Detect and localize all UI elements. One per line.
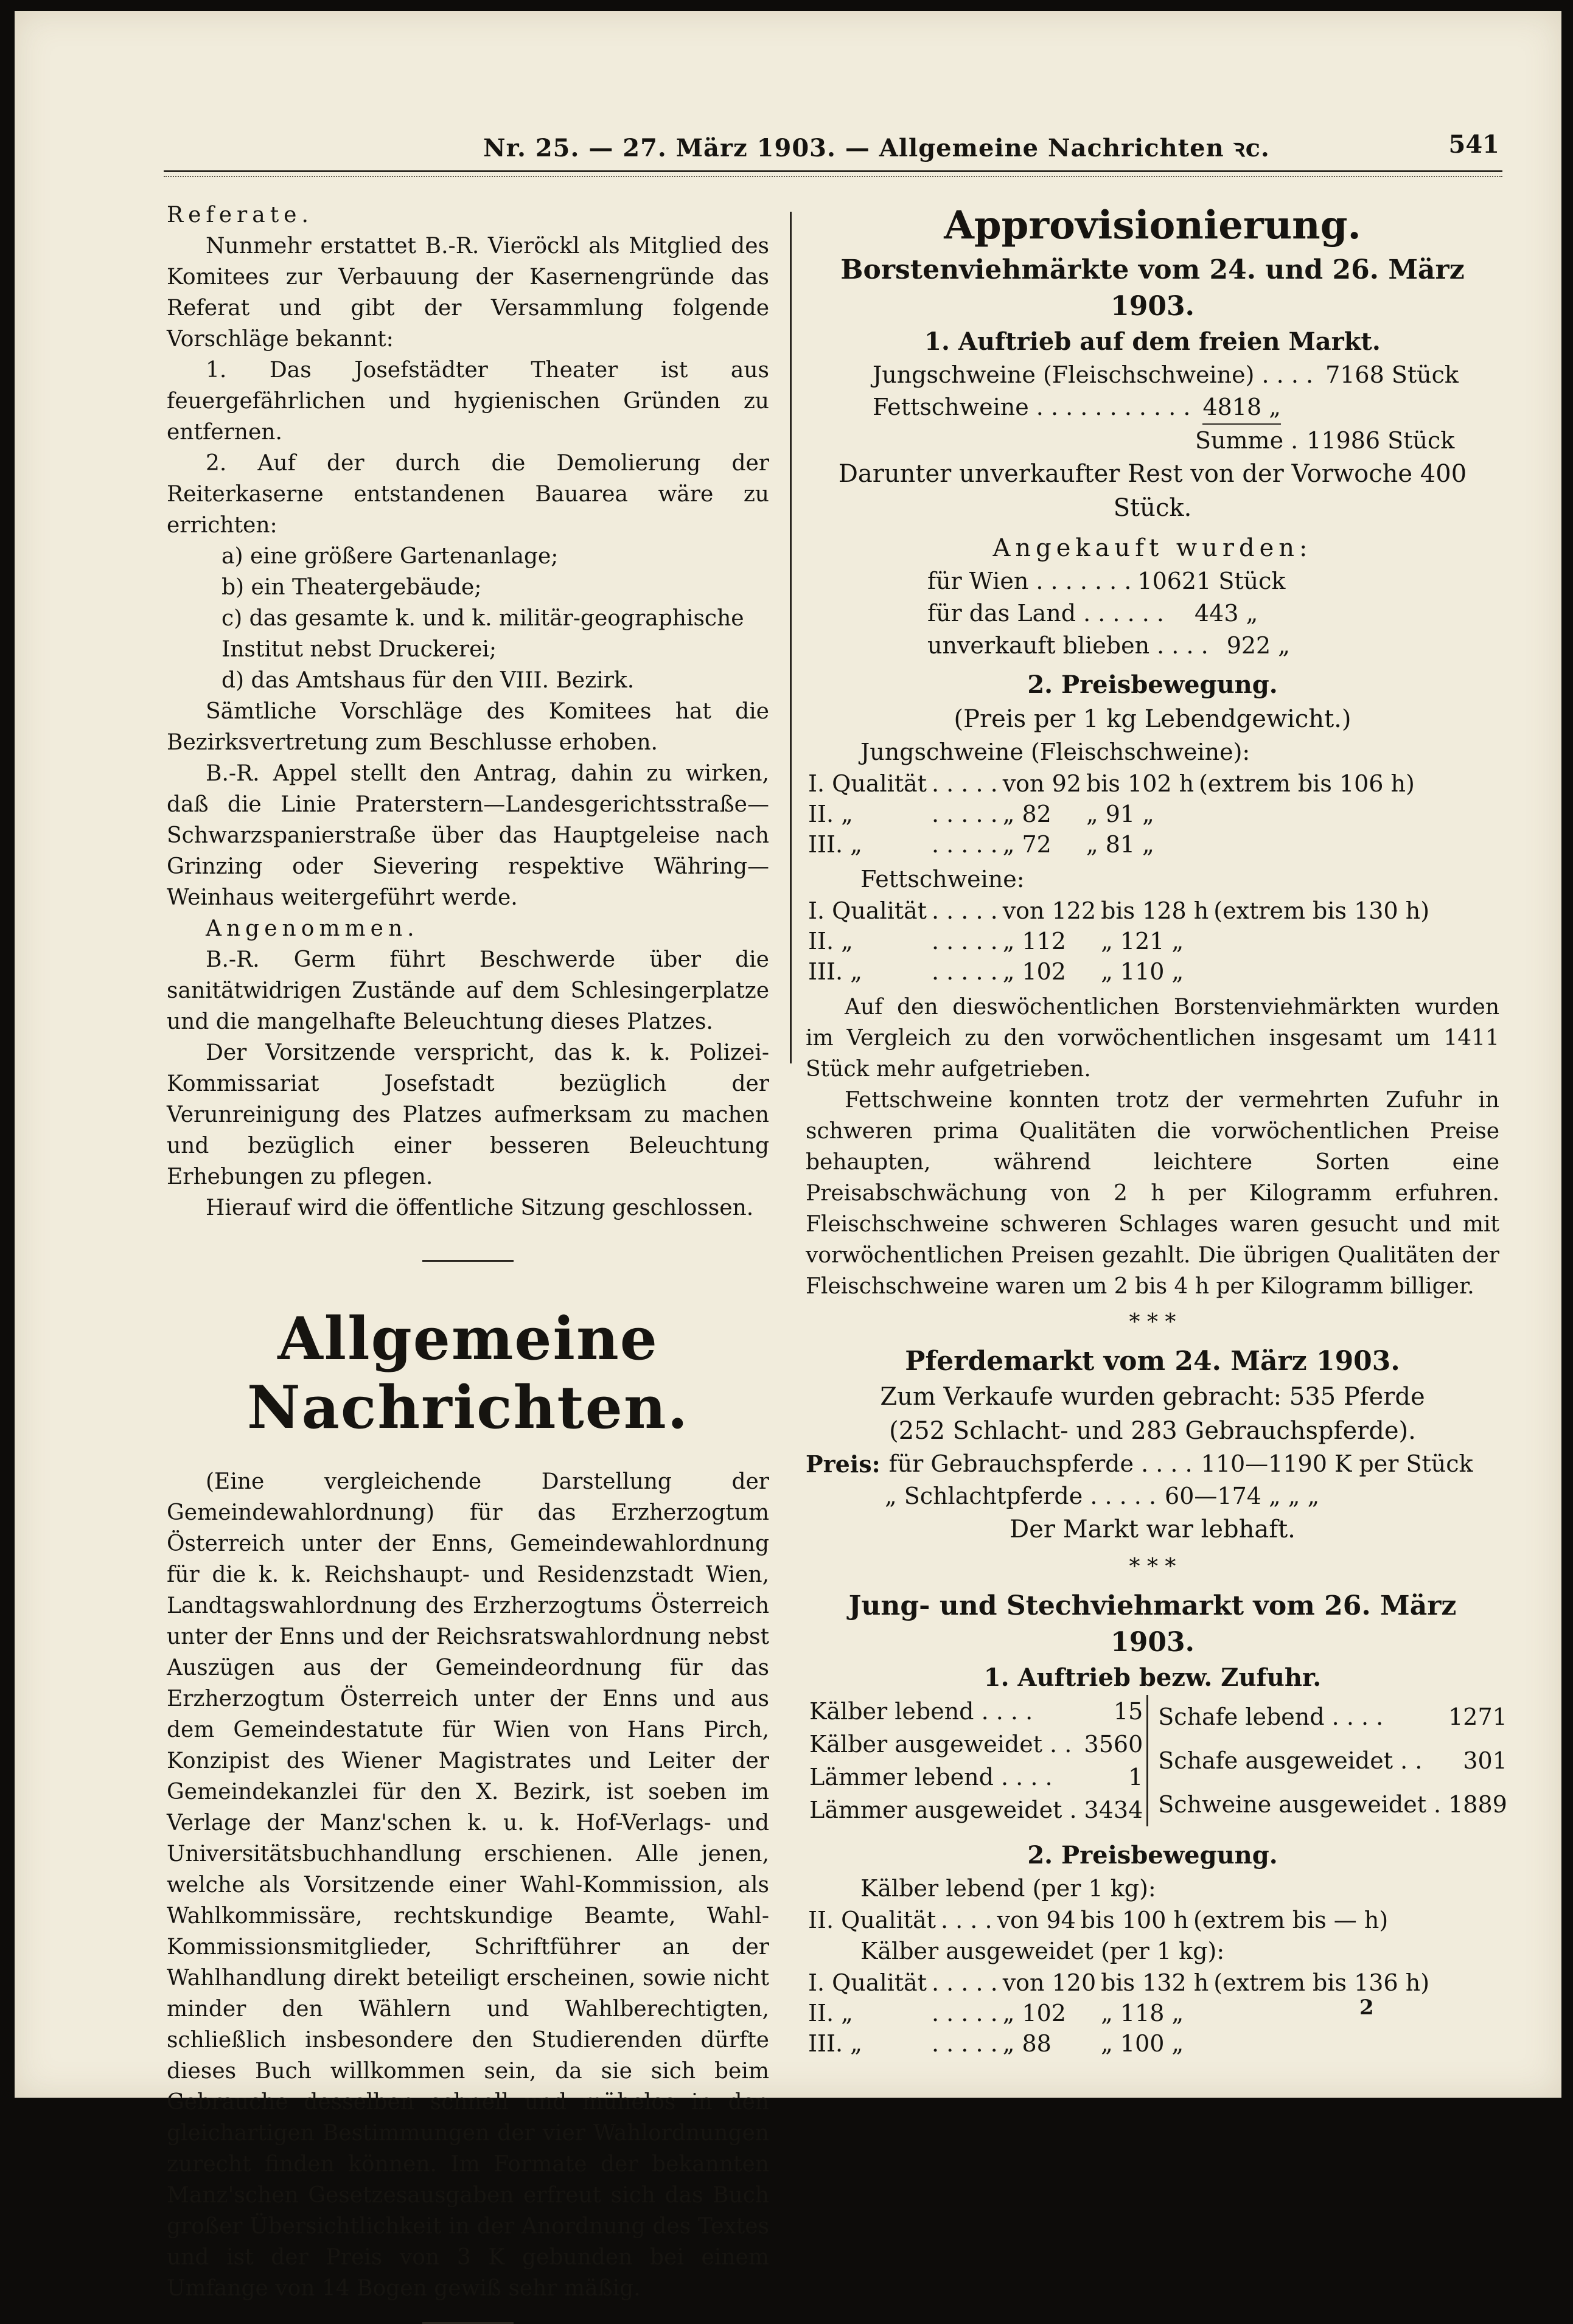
preisbewegung-title: 2. Preisbewegung. [1027, 670, 1278, 699]
row-summe: Summe . 11986 Stück [1195, 427, 1455, 454]
kaelber-lebend-head: Kälber lebend (per 1 kg): [860, 1875, 1156, 1902]
separator-stars: * * * [1129, 1310, 1176, 1335]
table-row: Schafe ausgeweidet . . 301 [1158, 1747, 1507, 1774]
kaelber-ausgeweidet-table [806, 1967, 1432, 2059]
proposal-2d: d) das Amtshaus für den VIII. Bezirk. [221, 668, 635, 693]
row-jungschweine: Jungschweine (Fleischschweine) . . . . 7168 Stück [873, 361, 1459, 388]
price-row: II. „ . . . . . „ 112 „ 121 „ [808, 928, 1184, 955]
table-row: Kälber ausgeweidet . . 3560 [809, 1731, 1143, 1758]
price-row: II. Qualität . . . . von 94 bis 100 h (extrem bis — h) [808, 1907, 1389, 1933]
borstenvieh-title: Borstenviehmärkte vom 24. und 26. März 1903. [840, 254, 1465, 322]
table-row: Kälber lebend . . . . 15 [809, 1698, 1143, 1725]
proposal-2: 2. Auf der durch die Demolierung der Reiterkaserne entstandenen Bauarea wäre zu errichten: [167, 451, 769, 538]
paragraph-auftrieb: Auf den dieswöchentlichen Borstenviehmärkten wurden im Vergleich zu den vorwöchentlichen insgesamt um 1411 Stück mehr aufgetrieben. [806, 995, 1499, 1082]
page-header [167, 130, 1499, 167]
paragraph-appel: B.-R. Appel stellt den Antrag, dahin zu wirken, daß die Linie Praterstern—Landesgerichtsstraße—Schwarzspanierstraße über das Hauptgeleise nach Grinzing oder Sievering respektive Währing—Weinhaus weitergeführt werde. [167, 761, 769, 910]
price-row: III. „ . . . . . „ 88 „ 100 „ [808, 2030, 1184, 2057]
column-divider [790, 212, 792, 1063]
jungschweine-price-table [806, 768, 1417, 860]
preisbewegung-sub: (Preis per 1 kg Lebendgewicht.) [954, 705, 1352, 733]
zufuhr-table [806, 1695, 1507, 1826]
price-row: I. Qualität . . . . . von 120 bis 132 h (extrem bis 136 h) [808, 1969, 1430, 1996]
referate-title: Referate. [167, 203, 313, 228]
right-column [806, 200, 1507, 2059]
row-schlachtpferde: „ Schlachtpferde . . . . . 60—174 „ „ „ [885, 1483, 1320, 1509]
preisbewegung2-title: 2. Preisbewegung. [1027, 1841, 1278, 1870]
jungschweine-head: Jungschweine (Fleischschweine): [860, 739, 1250, 765]
newspaper-page [15, 11, 1561, 2301]
angekauft-title: Angekauft wurden: [992, 534, 1313, 562]
zufuhr-left [806, 1695, 1148, 1826]
angenommen: Angenommen. [206, 916, 419, 941]
separator-stars-2: * * * [1129, 1554, 1176, 1579]
price-row: II. „ . . . . . „ 82 „ 91 „ [808, 801, 1154, 827]
price-row: I. Qualität . . . . . von 122 bis 128 h (extrem bis 130 h) [808, 897, 1430, 924]
row-unverkauft: unverkauft blieben . . . . 922 „ [927, 632, 1290, 659]
left-column [167, 200, 769, 2324]
kaelber-ausgeweidet-head: Kälber ausgeweidet (per 1 kg): [860, 1938, 1225, 1964]
proposal-2c: c) das gesamte k. und k. militär-geographische Institut nebst Druckerei; [221, 606, 744, 662]
paragraph-germ: B.-R. Germ führt Beschwerde über die sanitätwidrigen Zustände auf dem Schlesingerplatze und die mangelhafte Beleuchtung dieses Platzes. [167, 947, 769, 1034]
markt-lebhaft: Der Markt war lebhaft. [1010, 1515, 1296, 1543]
jungvieh-title: Jung- und Stechviehmarkt vom 26. März 1903. [848, 1590, 1457, 1658]
proposal-2b: b) ein Theatergebäude; [221, 575, 482, 600]
row-gebrauchspferde: Preis: für Gebrauchspferde . . . . 110—1190 K per Stück [806, 1450, 1473, 1478]
proposal-1: 1. Das Josefstädter Theater ist aus feuergefährlichen und hygienischen Gründen zu entfernen. [167, 358, 769, 445]
darunter-line: Darunter unverkaufter Rest von der Vorwoche 400 Stück. [838, 460, 1467, 522]
approvisionierung-title: Approvisionierung. [944, 203, 1361, 248]
paragraph-beschluss: Sämtliche Vorschläge des Komitees hat die Bezirksvertretung zum Beschlusse erhoben. [167, 699, 769, 755]
price-row: I. Qualität . . . . . von 92 bis 102 h (extrem bis 106 h) [808, 770, 1415, 797]
table-row: Schweine ausgeweidet . 1889 [1158, 1791, 1507, 1818]
proposal-2a: a) eine größere Gartenanlage; [221, 544, 559, 569]
page-number: 541 [1448, 130, 1499, 159]
section-rule [422, 1260, 514, 1262]
row-land: für das Land . . . . . . 443 „ [927, 600, 1258, 627]
paragraph-schluss: Hierauf wird die öffentliche Sitzung geschlossen. [206, 1195, 754, 1220]
fettschweine-price-table [806, 896, 1432, 987]
table-row: Lämmer lebend . . . . 1 [809, 1764, 1143, 1790]
allgemeine-nachrichten-title: Allgemeine Nachrichten. [246, 1304, 689, 1442]
verkauf-line: Zum Verkaufe wurden gebracht: 535 Pferde [880, 1383, 1425, 1411]
paragraph-wahlordnung: (Eine vergleichende Darstellung der Gemeindewahlordnung) für das Erzherzogtum Österreich unter der Enns, Gemeindewahlordnung für die k. k. Reichshaupt- und Residenzstadt Wien, Landtagswahlordnung des Erzherzogtums Österreich unter der Enns und der Reichsratswahlordnung nebst Auszügen aus der Gemeindeordnung für das Erzherzogtum Österreich unter der Enns und aus dem Gemeindestatute für Wien von Hans Pirch, Konzipist des Wiener Magistrates und Leiter der Gemeindekanzlei für den X. Bezirk, ist soeben im Verlage der Manz'schen k. u. k. Hof-Verlags- und Universitätsbuchhandlung erschienen. Alle jenen, welche als Vorsitzende einer Wahl-Kommission, als Wahlkommissäre, rechtskundige Beamte, Wahl-Kommissionsmitglieder, Schriftführer an der Wahlhandlung direkt beteiligt erscheinen, sowie nicht minder den Wählern und Wahlberechtigten, schließlich insbesondere den Studierenden dürfte dieses Buch willkommen sein, da sie sich beim Gebrauche desselben schnell und mühelos in den gleichartigen Bestimmungen der vier Wahlordnungen zurecht finden können. Im Formate der bekannten Manz'schen Gesetzesausgaben erfreut sich das Buch großer Übersichtlichkeit in der Anordnung des Textes und ist der Preis von 3 K gebunden bei einem Umfange von 14 Bogen gewiß sehr mäßig. [167, 1469, 769, 2301]
price-row: III. „ . . . . . „ 102 „ 110 „ [808, 958, 1184, 985]
header-text: Nr. 25. — 27. März 1903. — Allgemeine Nachrichten ꝛc. [483, 134, 1270, 162]
paragraph-viereckl: Nunmehr erstattet B.-R. Vieröckl als Mitglied des Komitees zur Verbauung der Kasernengründe das Referat und gibt der Versammlung folgende Vorschläge bekannt: [167, 234, 769, 352]
paragraph-fettschweine: Fettschweine konnten trotz der vermehrten Zufuhr in schweren prima Qualitäten die vorwöchentlichen Preise behaupten, während leichtere Sorten eine Preisabschwächung von 2 h per Kilogramm erfuhren. Fleischschweine schweren Schlages waren gesucht und mit vorwöchentlichen Preisen gezahlt. Die übrigen Qualitäten der Fleischschweine waren um 2 bis 4 h per Kilogramm billiger. [806, 1088, 1499, 1299]
table-row: Schafe lebend . . . . 1271 [1158, 1703, 1507, 1730]
row-fettschweine: Fettschweine . . . . . . . . . . . 4818 „ [806, 391, 1499, 425]
kaelber-lebend-table [806, 1905, 1390, 1935]
price-row: II. „ . . . . . „ 102 „ 118 „ [808, 2000, 1184, 2027]
auftrieb-zufuhr-title: 1. Auftrieb bezw. Zufuhr. [983, 1663, 1322, 1692]
zufuhr-right [1154, 1695, 1511, 1826]
auftrieb-title: 1. Auftrieb auf dem freien Markt. [924, 327, 1381, 356]
fettschweine-head: Fettschweine: [860, 866, 1025, 892]
signature-mark: 2 [1359, 1995, 1374, 2020]
table-row: Lämmer ausgeweidet . 3434 [809, 1797, 1143, 1823]
verkauf-line-2: (252 Schlacht- und 283 Gebrauchspferde). [889, 1417, 1416, 1445]
price-row: III. „ . . . . . „ 72 „ 81 „ [808, 831, 1154, 858]
paragraph-vorsitzende: Der Vorsitzende verspricht, das k. k. Polizei-Kommissariat Josefstadt bezüglich der Verunreinigung des Platzes aufmerksam zu machen und bezüglich einer besseren Beleuchtung Erhebungen zu pflegen. [167, 1040, 769, 1189]
pferdemarkt-title: Pferdemarkt vom 24. März 1903. [905, 1346, 1400, 1377]
row-wien: für Wien . . . . . . . 10621 Stück [927, 568, 1286, 594]
header-rule [164, 170, 1502, 177]
